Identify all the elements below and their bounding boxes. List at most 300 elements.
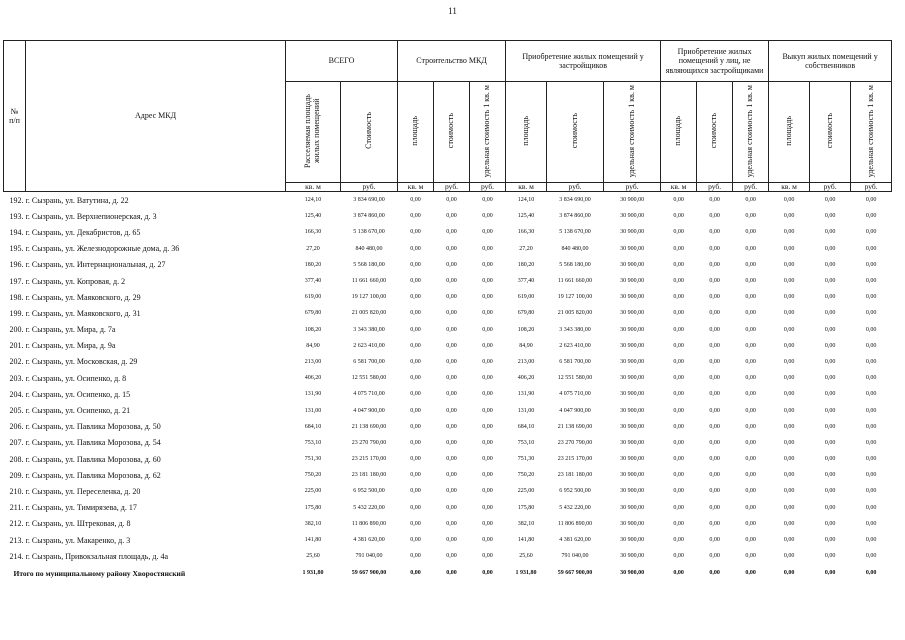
- row-value: 0,00: [745, 310, 756, 317]
- row-value: 0,00: [865, 423, 877, 430]
- row-value: 0,00: [824, 294, 836, 301]
- row-value: 0,00: [673, 342, 684, 349]
- row-value: 6 581 700,00: [353, 358, 385, 365]
- row-address: г. Сызрань, ул. Копровая, д. 2: [25, 276, 126, 286]
- row-value: 0,00: [709, 488, 720, 495]
- table-row: [4, 532, 892, 548]
- row-value: 27,20: [519, 245, 533, 252]
- row-value: 0,00: [673, 245, 684, 252]
- row-value: 0,00: [446, 456, 457, 463]
- row-value: 0,00: [865, 310, 877, 317]
- row-value: 0,00: [482, 391, 493, 398]
- row-value: 0,00: [446, 261, 457, 268]
- row-value: 0,00: [824, 245, 836, 252]
- row-address: г. Сызрань, ул. Павлика Морозова, д. 54: [25, 438, 161, 448]
- row-value: 30 900,00: [620, 472, 645, 479]
- row-value: 0,00: [783, 391, 795, 398]
- row-value: 141,80: [304, 537, 322, 544]
- row-value: 30 900,00: [620, 310, 645, 317]
- row-value: 0,00: [446, 537, 457, 544]
- row-number: 201.: [9, 341, 24, 351]
- sub-unit-cost: удельная стоимость 1 кв. м: [470, 82, 506, 183]
- row-value: 5 138 670,00: [559, 229, 591, 236]
- row-value: 0,00: [745, 261, 756, 268]
- row-value: 0,00: [709, 342, 720, 349]
- row-value: 0,00: [673, 488, 684, 495]
- header-group-total: ВСЕГО: [286, 41, 398, 82]
- row-value: 0,00: [824, 391, 836, 398]
- row-value: 30 900,00: [620, 278, 645, 285]
- row-value: 5 568 180,00: [353, 261, 385, 268]
- row-value: 0,00: [673, 213, 684, 220]
- row-value: 21 138 690,00: [557, 423, 593, 430]
- row-number: 212.: [9, 519, 24, 529]
- row-value: 175,80: [517, 504, 535, 511]
- row-value: 30 900,00: [620, 407, 645, 414]
- row-value: 0,00: [865, 553, 877, 560]
- row-value: 0,00: [446, 407, 457, 414]
- page-number: 11: [448, 6, 457, 16]
- row-value: 0,00: [410, 488, 421, 495]
- row-number: 203.: [9, 373, 24, 383]
- row-value: 30 900,00: [620, 261, 645, 268]
- row-number: 211.: [9, 503, 24, 513]
- table-row: [4, 289, 892, 305]
- row-value: 0,00: [783, 278, 795, 285]
- row-value: 6 952 500,00: [559, 488, 591, 495]
- row-value: 0,00: [745, 197, 756, 204]
- row-value: 0,00: [446, 294, 457, 301]
- row-value: 125,40: [304, 213, 322, 220]
- row-value: 0,00: [745, 553, 756, 560]
- row-value: 30 900,00: [620, 342, 645, 349]
- table-row: [4, 402, 892, 418]
- row-value: 3 874 860,00: [559, 213, 591, 220]
- row-value: 11 661 660,00: [557, 278, 593, 285]
- row-value: 131,00: [304, 407, 322, 414]
- row-value: 0,00: [745, 294, 756, 301]
- row-value: 0,00: [482, 326, 493, 333]
- row-value: 0,00: [410, 342, 421, 349]
- row-value: 0,00: [673, 310, 684, 317]
- row-value: 0,00: [446, 310, 457, 317]
- row-value: 0,00: [824, 375, 836, 382]
- row-value: 0,00: [709, 407, 720, 414]
- row-value: 0,00: [783, 375, 795, 382]
- row-value: 11 806 890,00: [557, 520, 593, 527]
- row-value: 0,00: [745, 358, 756, 365]
- table-row: [4, 257, 892, 273]
- row-value: 0,00: [446, 472, 457, 479]
- row-value: 0,00: [709, 520, 720, 527]
- row-value: 0,00: [824, 520, 836, 527]
- row-value: 0,00: [865, 472, 877, 479]
- row-value: 0,00: [410, 213, 421, 220]
- row-value: 11 806 890,00: [351, 520, 387, 527]
- row-value: 791 040,00: [355, 553, 383, 560]
- row-number: 192.: [9, 195, 24, 205]
- row-value: 0,00: [709, 456, 720, 463]
- row-value: 124,10: [517, 197, 535, 204]
- row-value: 0,00: [673, 423, 684, 430]
- unit-cell: руб.: [470, 183, 506, 192]
- sub-cost: стоимость: [697, 82, 733, 183]
- row-value: 0,00: [865, 358, 877, 365]
- row-value: 0,00: [824, 504, 836, 511]
- row-number: 209.: [9, 470, 24, 480]
- row-value: 0,00: [824, 439, 836, 446]
- table-row: [4, 305, 892, 321]
- row-value: 0,00: [865, 520, 877, 527]
- row-value: 0,00: [673, 294, 684, 301]
- row-value: 131,90: [304, 391, 322, 398]
- table-row: [4, 451, 892, 467]
- row-value: 21 138 690,00: [351, 423, 387, 430]
- row-value: 791 040,00: [561, 553, 589, 560]
- row-value: 750,20: [517, 472, 535, 479]
- row-value: 0,00: [482, 245, 493, 252]
- row-value: 0,00: [824, 537, 836, 544]
- unit-cell: руб.: [851, 183, 892, 192]
- sub-area: площадь: [769, 82, 810, 183]
- row-value: 0,00: [824, 488, 836, 495]
- row-value: 0,00: [410, 391, 421, 398]
- row-value: 0,00: [865, 342, 877, 349]
- row-value: 0,00: [709, 294, 720, 301]
- row-value: 5 432 220,00: [559, 504, 591, 511]
- row-address: г. Сызрань, ул. Московская, д. 29: [25, 357, 138, 367]
- row-value: 0,00: [709, 391, 720, 398]
- header-group-purchase-nondevelopers: Приобретение жилых помещений у лиц, не являющихся застройщиками: [661, 41, 769, 82]
- row-value: 0,00: [865, 407, 877, 414]
- row-number: 213.: [9, 535, 24, 545]
- row-value: 0,00: [446, 488, 457, 495]
- row-value: 0,00: [865, 375, 877, 382]
- row-value: 12 551 580,00: [557, 375, 593, 382]
- row-value: 3 343 380,00: [559, 326, 591, 333]
- row-value: 619,00: [304, 294, 322, 301]
- header-group-construction: Строительство МКД: [398, 41, 506, 82]
- row-value: 0,00: [482, 456, 493, 463]
- row-value: 619,00: [517, 294, 535, 301]
- row-value: 0,00: [410, 407, 421, 414]
- row-address: г. Сызрань, Привокзальная площадь, д. 4а: [25, 551, 169, 561]
- row-value: 0,00: [673, 504, 684, 511]
- row-address: г. Сызрань, ул. Железнодорожные дома, д. 36: [25, 244, 180, 254]
- row-value: 0,00: [745, 456, 756, 463]
- unit-cell: кв. м: [398, 183, 434, 192]
- row-value: 0,00: [745, 213, 756, 220]
- row-value: 23 215 170,00: [557, 456, 593, 463]
- row-number: 202.: [9, 357, 24, 367]
- row-value: 84,90: [519, 342, 533, 349]
- total-value: 30 900,00: [620, 570, 645, 577]
- row-value: 0,00: [865, 229, 877, 236]
- header-address: Адрес МКД: [26, 41, 286, 192]
- row-value: 0,00: [824, 407, 836, 414]
- row-value: 125,40: [517, 213, 535, 220]
- sub-cost: стоимость: [810, 82, 851, 183]
- row-value: 0,00: [482, 472, 493, 479]
- row-value: 0,00: [410, 278, 421, 285]
- row-address: г. Сызрань, ул. Осипенко, д. 21: [25, 406, 131, 416]
- row-value: 2 623 410,00: [559, 342, 591, 349]
- row-value: 30 900,00: [620, 375, 645, 382]
- row-value: 0,00: [673, 326, 684, 333]
- row-value: 0,00: [410, 229, 421, 236]
- row-value: 124,10: [304, 197, 322, 204]
- row-value: 0,00: [482, 439, 493, 446]
- row-value: 23 270 790,00: [557, 439, 593, 446]
- row-value: 0,00: [709, 504, 720, 511]
- row-value: 0,00: [410, 375, 421, 382]
- row-value: 0,00: [709, 472, 720, 479]
- total-value: 0,00: [783, 570, 795, 577]
- row-value: 0,00: [673, 391, 684, 398]
- table-row: [4, 192, 892, 209]
- unit-cell: руб.: [341, 183, 398, 192]
- row-value: 0,00: [410, 537, 421, 544]
- row-number: 204.: [9, 389, 24, 399]
- row-value: 4 075 710,00: [353, 391, 385, 398]
- total-value: 0,00: [446, 570, 457, 577]
- row-value: 4 075 710,00: [559, 391, 591, 398]
- row-value: 0,00: [824, 197, 836, 204]
- row-value: 2 623 410,00: [353, 342, 385, 349]
- row-value: 0,00: [745, 342, 756, 349]
- row-value: 0,00: [673, 439, 684, 446]
- row-value: 0,00: [865, 261, 877, 268]
- row-value: 0,00: [709, 197, 720, 204]
- row-value: 377,40: [517, 278, 535, 285]
- row-value: 0,00: [410, 245, 421, 252]
- row-value: 0,00: [673, 520, 684, 527]
- row-value: 25,60: [306, 553, 320, 560]
- row-value: 180,20: [517, 261, 535, 268]
- row-value: 0,00: [446, 391, 457, 398]
- total-value: 0,00: [482, 570, 493, 577]
- total-value: 59 667 900,00: [557, 570, 593, 577]
- row-value: 0,00: [446, 375, 457, 382]
- row-value: 0,00: [709, 439, 720, 446]
- row-value: 0,00: [865, 294, 877, 301]
- row-value: 0,00: [865, 504, 877, 511]
- row-value: 0,00: [709, 375, 720, 382]
- row-value: 0,00: [709, 245, 720, 252]
- row-value: 30 900,00: [620, 391, 645, 398]
- total-value: 0,00: [865, 570, 877, 577]
- row-value: 0,00: [709, 229, 720, 236]
- row-value: 0,00: [709, 326, 720, 333]
- row-value: 0,00: [673, 197, 684, 204]
- table-row: [4, 548, 892, 564]
- sub-cost: стоимость: [547, 82, 604, 183]
- row-address: г. Сызрань, ул. Павлика Морозова, д. 62: [25, 470, 161, 480]
- row-value: 30 900,00: [620, 358, 645, 365]
- row-value: 0,00: [783, 407, 795, 414]
- row-value: 0,00: [865, 537, 877, 544]
- table-row: [4, 516, 892, 532]
- row-number: 210.: [9, 486, 24, 496]
- row-value: 0,00: [824, 358, 836, 365]
- total-value: 0,00: [745, 570, 756, 577]
- row-value: 0,00: [482, 358, 493, 365]
- unit-cell: кв. м: [506, 183, 547, 192]
- row-value: 684,10: [304, 423, 322, 430]
- row-value: 19 127 100,00: [557, 294, 593, 301]
- row-value: 0,00: [410, 553, 421, 560]
- row-value: 0,00: [482, 407, 493, 414]
- row-value: 0,00: [709, 310, 720, 317]
- row-value: 0,00: [783, 537, 795, 544]
- row-value: 3 343 380,00: [353, 326, 385, 333]
- row-value: 0,00: [783, 423, 795, 430]
- row-number: 207.: [9, 438, 24, 448]
- row-value: 0,00: [410, 423, 421, 430]
- row-number: 214.: [9, 551, 24, 561]
- row-value: 0,00: [673, 472, 684, 479]
- row-value: 3 834 690,00: [559, 197, 591, 204]
- table-row: [4, 273, 892, 289]
- row-value: 0,00: [673, 537, 684, 544]
- row-value: 0,00: [709, 278, 720, 285]
- row-value: 0,00: [745, 326, 756, 333]
- row-value: 30 900,00: [620, 326, 645, 333]
- row-value: 0,00: [865, 278, 877, 285]
- total-value: 0,00: [824, 570, 836, 577]
- row-value: 0,00: [783, 326, 795, 333]
- row-value: 213,00: [517, 358, 535, 365]
- row-value: 0,00: [709, 261, 720, 268]
- row-value: 406,20: [517, 375, 535, 382]
- row-value: 25,60: [519, 553, 533, 560]
- row-value: 0,00: [865, 197, 877, 204]
- sub-resettled-area: Расселяемая площадь жилых помещений: [286, 82, 341, 183]
- row-value: 131,00: [517, 407, 535, 414]
- total-value: 59 667 900,00: [351, 570, 387, 577]
- row-value: 30 900,00: [620, 213, 645, 220]
- row-number: 197.: [9, 276, 24, 286]
- table-row: [4, 483, 892, 499]
- row-value: 0,00: [410, 310, 421, 317]
- row-value: 5 568 180,00: [559, 261, 591, 268]
- row-value: 0,00: [446, 358, 457, 365]
- row-value: 377,40: [304, 278, 322, 285]
- row-value: 0,00: [783, 294, 795, 301]
- row-value: 0,00: [865, 391, 877, 398]
- row-address: г. Сызрань, ул. Осипенко, д. 15: [25, 389, 131, 399]
- row-value: 0,00: [865, 488, 877, 495]
- row-value: 0,00: [482, 261, 493, 268]
- row-value: 0,00: [482, 504, 493, 511]
- row-value: 6 952 500,00: [353, 488, 385, 495]
- row-address: г. Сызрань, ул. Павлика Морозова, д. 50: [25, 422, 161, 432]
- table-row: [4, 419, 892, 435]
- row-number: 193.: [9, 211, 24, 221]
- row-value: 30 900,00: [620, 456, 645, 463]
- row-value: 0,00: [783, 358, 795, 365]
- row-value: 0,00: [865, 213, 877, 220]
- row-value: 0,00: [673, 375, 684, 382]
- table-row: [4, 386, 892, 402]
- row-value: 0,00: [446, 504, 457, 511]
- row-address: г. Сызрань, ул. Верхнепионерская, д. 3: [25, 211, 157, 221]
- row-value: 23 270 790,00: [351, 439, 387, 446]
- row-address: г. Сызрань, ул. Маяковского, д. 29: [25, 292, 141, 302]
- row-value: 0,00: [446, 278, 457, 285]
- row-value: 5 138 670,00: [353, 229, 385, 236]
- row-value: 406,20: [304, 375, 322, 382]
- row-value: 30 900,00: [620, 553, 645, 560]
- row-value: 0,00: [482, 197, 493, 204]
- sub-cost: Стоимость: [341, 82, 398, 183]
- row-address: г. Сызрань, ул. Тимирязева, д. 17: [25, 503, 137, 513]
- row-value: 0,00: [446, 520, 457, 527]
- row-value: 0,00: [824, 326, 836, 333]
- row-value: 0,00: [410, 358, 421, 365]
- row-value: 0,00: [446, 197, 457, 204]
- row-value: 0,00: [673, 261, 684, 268]
- row-value: 0,00: [709, 213, 720, 220]
- row-value: 0,00: [745, 439, 756, 446]
- row-address: г. Сызрань, ул. Мира, д. 9а: [25, 341, 116, 351]
- row-value: 30 900,00: [620, 537, 645, 544]
- row-value: 5 432 220,00: [353, 504, 385, 511]
- row-value: 0,00: [482, 278, 493, 285]
- row-value: 840 480,00: [561, 245, 589, 252]
- row-value: 0,00: [410, 504, 421, 511]
- table-row: [4, 208, 892, 224]
- row-address: г. Сызрань, ул. Мира, д. 7а: [25, 325, 116, 335]
- row-number: 200.: [9, 325, 24, 335]
- row-value: 0,00: [745, 520, 756, 527]
- row-value: 0,00: [824, 472, 836, 479]
- row-value: 0,00: [482, 488, 493, 495]
- row-value: 0,00: [410, 456, 421, 463]
- row-value: 0,00: [410, 520, 421, 527]
- table-row: [4, 338, 892, 354]
- row-value: 0,00: [824, 553, 836, 560]
- row-value: 175,80: [304, 504, 322, 511]
- sub-area: площадь: [661, 82, 697, 183]
- row-value: 0,00: [482, 310, 493, 317]
- row-value: 0,00: [482, 553, 493, 560]
- row-value: 0,00: [410, 472, 421, 479]
- row-value: 23 215 170,00: [351, 456, 387, 463]
- row-value: 0,00: [783, 229, 795, 236]
- row-value: 840 480,00: [355, 245, 383, 252]
- row-value: 0,00: [783, 504, 795, 511]
- row-value: 0,00: [865, 439, 877, 446]
- row-value: 684,10: [517, 423, 535, 430]
- row-address: г. Сызрань, ул. Декабристов, д. 65: [25, 227, 141, 237]
- total-label: Итого по муниципальному району Хворостянский: [13, 568, 186, 578]
- row-value: 0,00: [824, 342, 836, 349]
- row-value: 0,00: [783, 520, 795, 527]
- row-value: 30 900,00: [620, 229, 645, 236]
- row-value: 753,10: [517, 439, 535, 446]
- row-value: 382,10: [304, 520, 322, 527]
- row-address: г. Сызрань, ул. Павлика Морозова, д. 60: [25, 454, 161, 464]
- row-value: 0,00: [410, 261, 421, 268]
- row-value: 0,00: [709, 423, 720, 430]
- row-number: 198.: [9, 292, 24, 302]
- row-value: 0,00: [482, 537, 493, 544]
- row-value: 30 900,00: [620, 245, 645, 252]
- row-value: 0,00: [783, 245, 795, 252]
- row-value: 0,00: [824, 213, 836, 220]
- row-value: 0,00: [745, 537, 756, 544]
